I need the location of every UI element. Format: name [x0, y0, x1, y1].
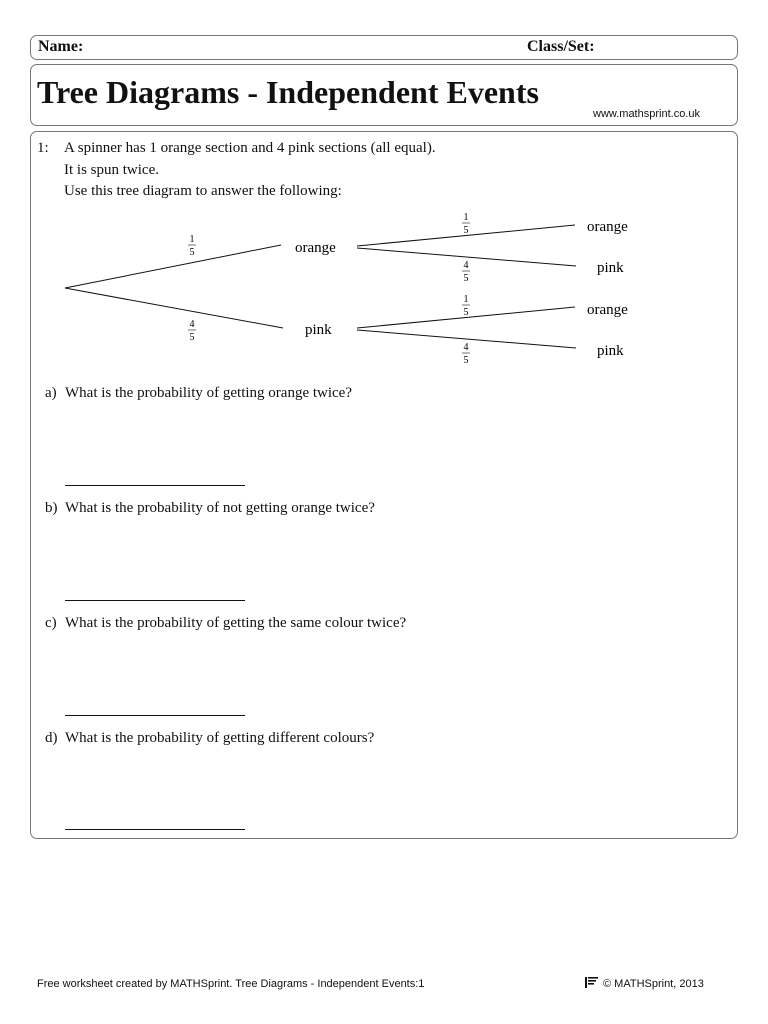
answer-line-b[interactable]	[65, 600, 245, 601]
website-url: www.mathsprint.co.uk	[593, 108, 700, 120]
fraction-first-pink	[188, 319, 196, 343]
fraction-pink-pink	[462, 342, 470, 366]
leaf-pink-orange: orange	[587, 302, 628, 318]
node-orange: orange	[295, 240, 336, 256]
leaf-orange-orange: orange	[587, 219, 628, 235]
part-b-label: b)	[45, 500, 58, 516]
part-b-question: What is the probability of not getting orange twice?	[65, 500, 375, 516]
node-pink: pink	[305, 322, 332, 338]
svg-text:5: 5	[463, 307, 469, 318]
part-d-label: d)	[45, 730, 58, 746]
fraction-orange-pink	[462, 260, 470, 284]
question-line-2: It is spun twice.	[64, 162, 159, 178]
svg-text:4: 4	[463, 342, 469, 353]
svg-text:5: 5	[189, 332, 195, 343]
svg-text:5: 5	[463, 273, 469, 284]
question-line-1: A spinner has 1 orange section and 4 pink sections (all equal).	[64, 140, 436, 156]
part-a-question: What is the probability of getting orange twice?	[65, 385, 352, 401]
footer-copyright: © MATHSprint, 2013	[603, 978, 704, 990]
svg-text:5: 5	[189, 247, 195, 258]
tree-diagram	[31, 132, 737, 392]
svg-text:4: 4	[189, 319, 195, 330]
answer-line-d[interactable]	[65, 829, 245, 830]
answer-line-c[interactable]	[65, 715, 245, 716]
question-line-3: Use this tree diagram to answer the following:	[64, 183, 342, 199]
part-c-question: What is the probability of getting the same colour twice?	[65, 615, 407, 631]
svg-text:5: 5	[463, 225, 469, 236]
fraction-orange-orange	[462, 212, 470, 236]
part-d-question: What is the probability of getting different colours?	[65, 730, 375, 746]
answer-line-a[interactable]	[65, 485, 245, 486]
part-c-label: c)	[45, 615, 57, 631]
leaf-pink-pink: pink	[597, 343, 624, 359]
question-number: 1:	[37, 140, 49, 156]
title-box	[30, 64, 738, 126]
svg-text:5: 5	[463, 355, 469, 366]
branch-orange	[65, 245, 281, 288]
svg-text:4: 4	[463, 260, 469, 271]
class-set-label: Class/Set:	[527, 38, 595, 55]
mathsprint-logo-icon	[584, 975, 600, 994]
svg-text:1: 1	[463, 294, 469, 305]
fraction-first-orange	[188, 234, 196, 258]
question-box	[30, 131, 738, 839]
name-class-box	[30, 35, 738, 60]
page-title: Tree Diagrams - Independent Events	[37, 74, 539, 110]
svg-text:1: 1	[189, 234, 195, 245]
leaf-orange-pink: pink	[597, 260, 624, 276]
branch-pink	[65, 288, 283, 328]
part-a-label: a)	[45, 385, 57, 401]
fraction-pink-orange	[462, 294, 470, 318]
footer-credit: Free worksheet created by MATHSprint. Tree Diagrams - Independent Events:1	[37, 978, 425, 990]
svg-text:1: 1	[463, 212, 469, 223]
name-label: Name:	[38, 38, 84, 55]
